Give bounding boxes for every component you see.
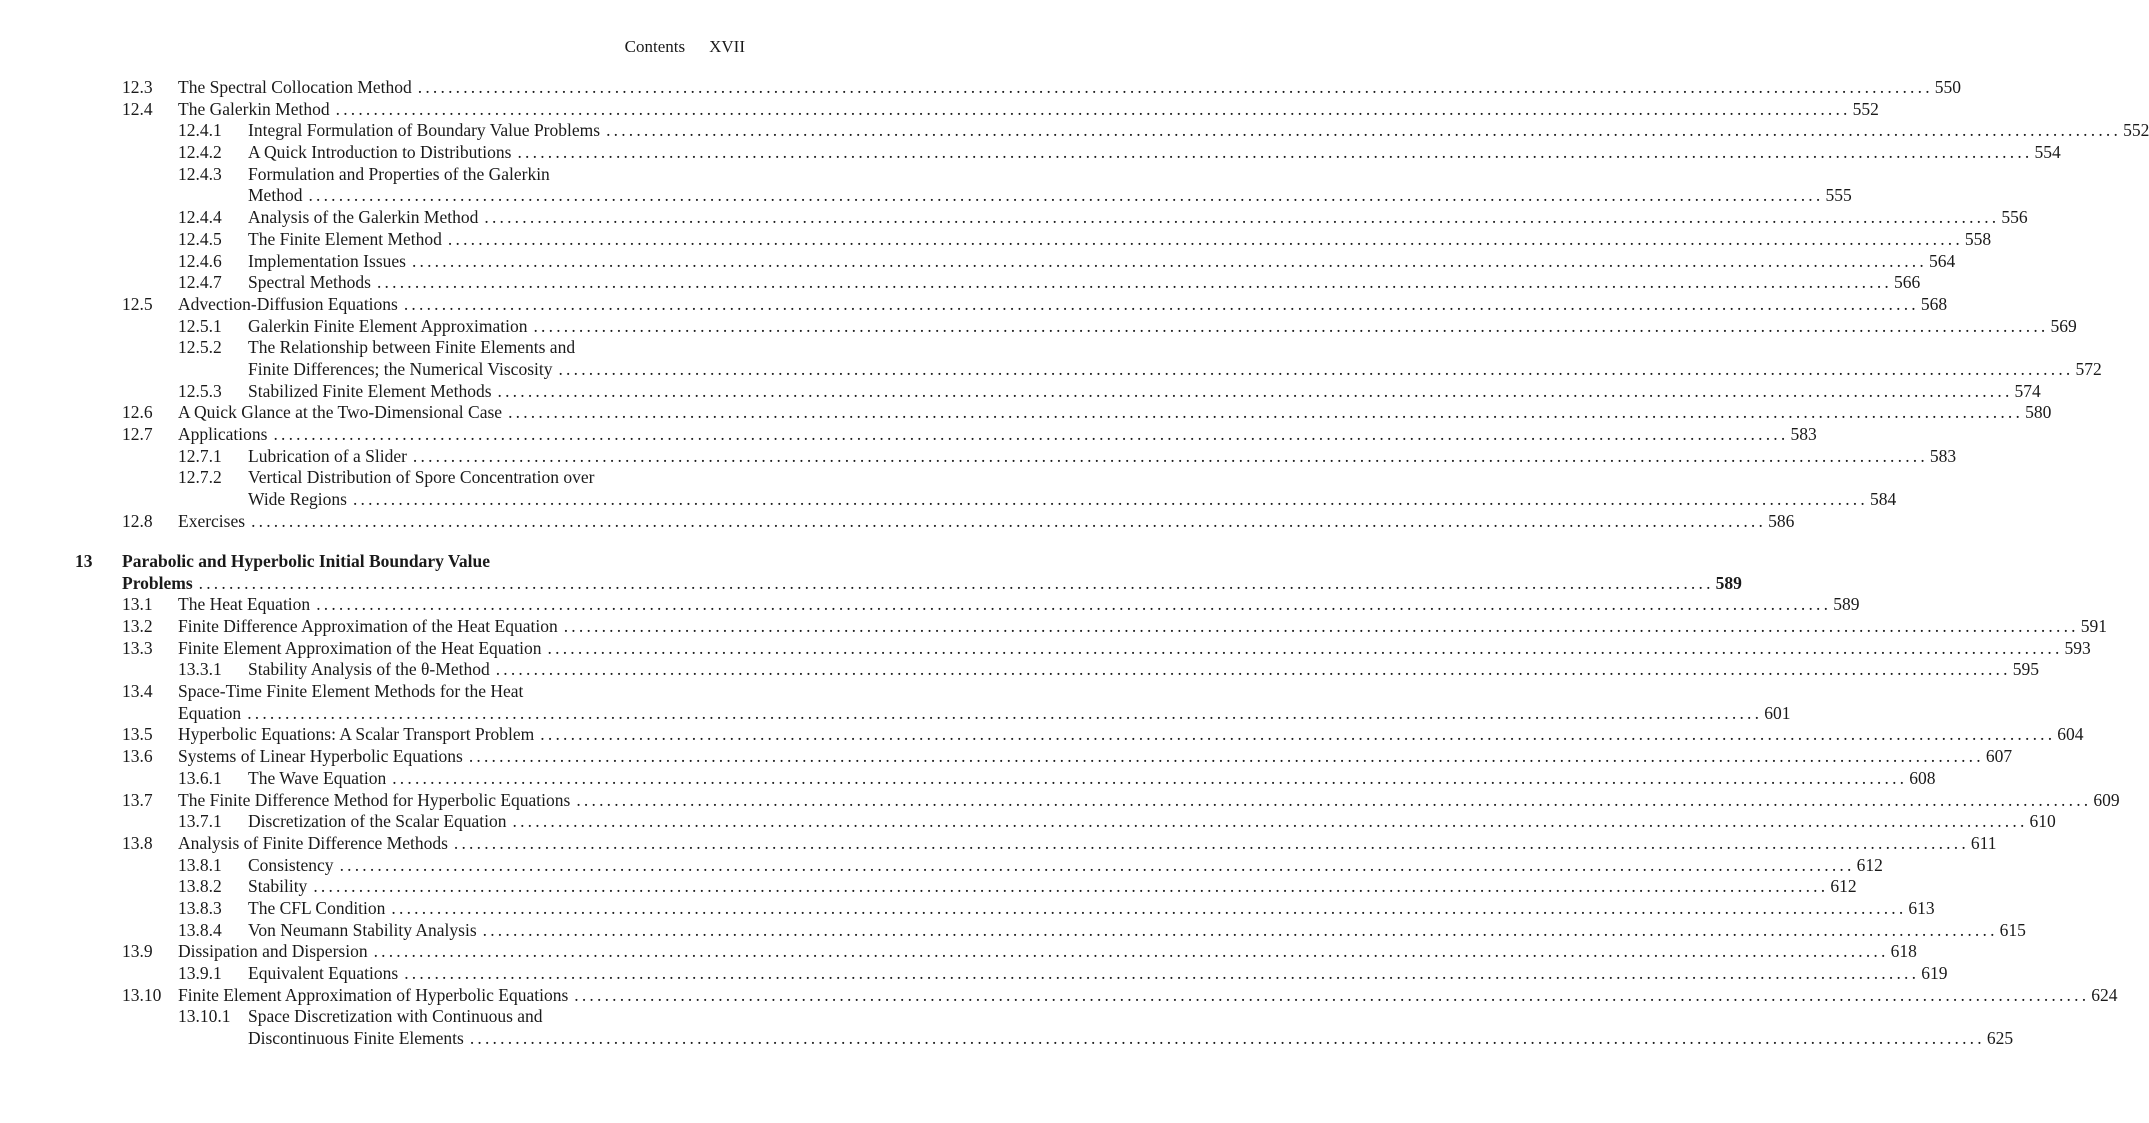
toc-entry-line [0,681,816,703]
toc-entry[interactable] [0,250,1956,273]
toc-entry[interactable] [0,142,2061,164]
toc-entry-page[interactable]: 595 [2012,659,2039,680]
toc-entry[interactable] [0,402,2052,424]
dot-leader: ........................................................................................................................................................................................................ [251,510,1767,531]
toc-entry-title[interactable]: Formulation and Properties of the Galerkin [248,163,550,184]
toc-entry-title[interactable]: Integral Formulation of Boundary Value Problems [248,120,601,141]
toc-entry[interactable] [0,228,1992,251]
toc-entry[interactable] [0,789,2120,812]
toc-entry[interactable] [0,424,1817,446]
dot-leader: ........................................................................................................................................................................................................ [533,315,2049,336]
toc-entry[interactable] [0,832,1997,855]
toc-entry-line [0,594,1860,616]
dot-leader: ........................................................................................................................................................................................................ [273,424,1789,444]
toc-entry-page[interactable]: 612 [1830,876,1857,897]
toc-entry-line [0,572,1742,595]
toc-entry[interactable] [0,616,2107,638]
toc-entry-page[interactable]: 609 [2093,789,2120,810]
toc-entry-title[interactable]: Implementation Issues [248,250,406,271]
toc-entry[interactable] [0,445,1957,468]
toc-entry-page[interactable]: 555 [1825,185,1852,206]
toc-entry-number: 13.5 [122,724,153,745]
toc-entry-number: 12.4.2 [178,142,222,163]
dot-leader: ........................................................................................................................................................................................................ [316,594,1832,615]
toc-entry-number: 12.4.1 [178,120,222,141]
dot-leader: ........................................................................................................................................................................................................ [453,832,1969,853]
toc-entry-number: 12.4.5 [178,228,222,249]
toc-entry[interactable] [0,897,1935,920]
toc-entry-title[interactable]: Wide Regions [248,489,347,510]
toc-entry-line [0,724,2084,746]
toc-entry-number: 13.6.1 [178,767,222,788]
toc-entry-page[interactable]: 613 [1908,897,1935,918]
toc-entry-line [0,185,1852,207]
toc-entry-number: 13.8.2 [178,876,222,897]
toc-entry-line [0,637,2091,660]
toc-entry-number: 13.3.1 [178,659,222,680]
toc-entry-number: 12.5.1 [178,315,222,336]
toc-entry-number: 12.4.3 [178,163,222,184]
toc-entry-number: 13.2 [122,616,153,636]
toc-entry-line [0,832,1997,855]
toc-entry-title[interactable]: Discontinuous Finite Elements [248,1028,464,1049]
toc-entry-page[interactable]: 591 [2080,616,2107,636]
toc-entry-number: 13.10 [122,984,162,1005]
toc-entry-title[interactable]: Stabilized Finite Element Methods [248,380,492,401]
dot-leader: ........................................................................................................................................................................................................ [403,293,1919,314]
toc-entry-number: 12.4.4 [178,207,222,228]
table-of-contents [0,77,2149,1050]
toc-entry-number: 12.5 [122,293,153,314]
toc-entry-number: 12.5.2 [178,337,222,358]
toc-entry-page[interactable]: 569 [2050,315,2077,336]
dot-leader: ........................................................................................................................................................................................................ [313,876,1829,897]
toc-entry[interactable] [0,272,1921,294]
toc-entry-line [0,510,1795,533]
toc-entry-line [0,854,1883,877]
toc-entry-number: 12.6 [122,402,153,423]
dot-leader: ........................................................................................................................................................................................................ [469,1028,1985,1049]
toc-entry-line [0,919,2026,942]
toc-entry[interactable] [0,1006,2014,1049]
toc-entry-page[interactable]: 607 [1985,746,2013,767]
toc-entry-title[interactable]: Finite Difference Approximation of the Heat Equation [178,616,558,636]
dot-leader: ........................................................................................................................................................................................................ [412,445,1928,466]
dot-leader: ........................................................................................................................................................................................................ [497,380,2013,401]
toc-entry-line [0,489,1897,511]
dot-leader: ........................................................................................................................................................................................................ [392,767,1908,788]
toc-entry[interactable] [0,163,1852,207]
toc-entry-title[interactable]: Exercises [178,510,246,531]
toc-entry-line [0,616,2107,638]
toc-entry[interactable] [0,120,2149,142]
toc-entry-line [0,337,816,359]
toc-entry-page[interactable]: 612 [1856,854,1883,875]
toc-entry-number: 12.5.3 [178,380,222,401]
toc-entry-page[interactable]: 604 [2057,724,2084,745]
toc-entry-title[interactable]: The Spectral Collocation Method [178,77,412,97]
toc-entry-page[interactable]: 552 [2123,120,2149,141]
toc-entry-page[interactable]: 611 [1970,832,1997,853]
toc-entry-number: 13.7 [122,789,153,810]
toc-entry-page[interactable]: 580 [2025,402,2052,423]
dot-leader: ........................................................................................................................................................................................................ [484,207,2000,228]
toc-entry-title[interactable]: Systems of Linear Hyperbolic Equations [178,746,463,767]
toc-entry-title[interactable]: Finite Differences; the Numerical Viscosity [248,358,553,379]
toc-entry-title[interactable]: Vertical Distribution of Spore Concentration over [248,467,595,488]
toc-entry-line [0,77,1962,99]
toc-entry-page[interactable]: 615 [1999,919,2026,940]
toc-entry-number: 13.8.1 [178,854,222,875]
toc-entry[interactable] [0,811,2056,833]
toc-entry-page[interactable]: 589 [1833,594,1860,615]
toc-entry[interactable] [0,876,1857,898]
toc-entry[interactable] [0,854,1883,877]
dot-leader: ........................................................................................................................................................................................................ [606,120,2122,141]
toc-entry-number: 13.3 [122,637,153,658]
toc-entry-title[interactable]: Method [248,185,303,206]
toc-entry-number: 13.7.1 [178,811,222,832]
toc-entry-title[interactable]: The Wave Equation [248,767,387,788]
toc-entry-line [0,380,2041,403]
toc-entry-number: 12.4 [122,98,153,119]
toc-entry-title[interactable]: Lubrication of a Slider [248,445,407,466]
toc-entry-title[interactable]: Applications [178,424,268,444]
toc-entry-page[interactable]: 608 [1909,767,1936,788]
page-number: XVII [709,37,745,56]
toc-entry-title[interactable]: Hyperbolic Equations: A Scalar Transport Problem [178,724,535,745]
toc-entry-number: 13.9 [122,941,153,962]
toc-entry-line [0,467,816,489]
toc-entry-line [0,551,816,573]
dot-leader: ........................................................................................................................................................................................................ [447,228,1963,249]
dot-leader: ........................................................................................................................................................................................................ [373,941,1889,962]
toc-entry-title[interactable]: The Relationship between Finite Elements and [248,337,576,358]
dot-leader: ........................................................................................................................................................................................................ [352,489,1868,510]
toc-entry-line [0,897,1935,920]
dot-leader: ........................................................................................................................................................................................................ [547,637,2063,658]
toc-entry-page[interactable]: 556 [2001,207,2028,228]
toc-entry[interactable] [0,681,1791,724]
toc-entry-line [0,164,816,186]
toc-entry[interactable] [0,984,2118,1007]
toc-entry-line [0,963,1948,985]
toc-entry-line [0,1006,816,1028]
toc-entry-line [0,984,2118,1007]
toc-entry-number: 12.7 [122,424,153,444]
toc-entry-page[interactable]: 558 [1964,228,1992,249]
toc-entry-line [0,424,1817,446]
toc-entry[interactable] [0,919,2026,942]
toc-entry-title[interactable]: Analysis of the Galerkin Method [248,207,479,228]
dot-leader: ........................................................................................................................................................................................................ [563,616,2079,636]
toc-entry-line [0,315,2077,338]
toc-entry-line [0,941,1917,963]
toc-entry-title[interactable]: Space-Time Finite Element Methods for the Heat [178,681,524,702]
toc-chapter-entry[interactable] [0,550,1742,594]
toc-entry[interactable] [0,380,2041,403]
toc-entry-number: 13.8 [122,832,153,853]
toc-entry-title[interactable]: Consistency [248,854,334,875]
toc-entry-title[interactable]: The CFL Condition [248,897,386,918]
toc-entry-line [0,293,1948,316]
toc-entry-page[interactable]: 610 [2029,811,2056,832]
toc-entry-page[interactable]: 574 [2014,380,2041,401]
toc-entry-line [0,702,1791,725]
dot-leader: ........................................................................................................................................................................................................ [308,185,1824,206]
running-header-title: Contents [624,37,686,56]
dot-leader: ........................................................................................................................................................................................................ [417,77,1933,97]
dot-leader: ........................................................................................................................................................................................................ [574,984,2090,1005]
toc-entry-page[interactable]: 568 [1920,293,1948,314]
dot-leader: ........................................................................................................................................................................................................ [540,724,2056,745]
toc-entry[interactable] [0,98,1879,121]
dot-leader: ........................................................................................................................................................................................................ [482,919,1998,940]
toc-entry[interactable] [0,746,2013,768]
toc-entry-title[interactable]: Stability Analysis of the θ-Method [248,659,490,680]
toc-entry-page[interactable]: 625 [1986,1028,2014,1049]
toc-entry-line [0,272,1921,294]
dot-leader: ........................................................................................................................................................................................................ [576,789,2092,810]
toc-entry-number: 12.3 [122,77,153,97]
toc-entry-page[interactable]: 552 [1852,98,1879,119]
toc-entry-title[interactable]: Analysis of Finite Difference Methods [178,832,448,853]
toc-entry-page[interactable]: 618 [1890,941,1917,962]
toc-entry-title[interactable]: Equivalent Equations [248,963,399,983]
toc-entry-line [0,228,1992,251]
toc-entry[interactable] [0,941,1917,963]
dot-leader: ........................................................................................................................................................................................................ [411,250,1927,271]
toc-entry-line [0,250,1956,273]
toc-entry[interactable] [0,659,2039,681]
toc-entry[interactable] [0,467,1897,510]
toc-entry-line [0,811,2056,833]
dot-leader: ........................................................................................................................................................................................................ [558,358,2074,379]
toc-entry-number: 13.9.1 [178,963,222,983]
toc-entry-number: 12.4.6 [178,250,222,271]
toc-entry-title[interactable]: Problems [122,572,193,593]
dot-leader: ........................................................................................................................................................................................................ [376,272,1892,293]
toc-entry-title[interactable]: Advection-Diffusion Equations [178,293,398,314]
toc-entry-title[interactable]: Equation [178,702,242,723]
toc-entry[interactable] [0,293,1948,316]
toc-entry-title[interactable]: The Finite Difference Method for Hyperbolic Equations [178,789,571,810]
toc-entry-line [0,207,2028,229]
toc-entry-number: 13.8.4 [178,919,222,940]
dot-leader: ........................................................................................................................................................................................................ [391,897,1907,918]
toc-entry[interactable] [0,337,2102,380]
toc-entry-title[interactable]: Space Discretization with Continuous and [248,1006,543,1027]
toc-entry-line [0,789,2120,812]
dot-leader: ........................................................................................................................................................................................................ [512,811,2028,832]
toc-entry-number: 13 [75,550,93,571]
toc-entry-page[interactable]: 619 [1921,963,1948,983]
toc-entry[interactable] [0,767,1936,790]
toc-entry[interactable] [0,724,2084,746]
dot-leader: ........................................................................................................................................................................................................ [339,854,1855,875]
toc-entry-line [0,659,2039,681]
toc-entry-title[interactable]: Von Neumann Stability Analysis [248,919,477,940]
toc-entry-title[interactable]: Finite Element Approximation of the Heat Equation [178,637,542,658]
toc-entry-page[interactable]: 586 [1768,510,1795,531]
toc-entry-title[interactable]: The Finite Element Method [248,228,442,249]
toc-entry-title[interactable]: Stability [248,876,308,897]
dot-leader: ........................................................................................................................................................................................................ [495,659,2011,680]
toc-entry[interactable] [0,637,2091,660]
toc-entry[interactable] [0,594,1860,616]
toc-entry-number: 12.4.7 [178,272,222,293]
toc-entry-page[interactable]: 550 [1934,77,1962,97]
toc-entry-title[interactable]: Finite Element Approximation of Hyperbolic Equations [178,984,569,1005]
toc-entry-title[interactable]: The Galerkin Method [178,98,330,119]
dot-leader: ........................................................................................................................................................................................................ [198,572,1714,593]
dot-leader: ........................................................................................................................................................................................................ [335,98,1851,119]
toc-entry-number: 13.10.1 [178,1006,231,1027]
dot-leader: ........................................................................................................................................................................................................ [468,746,1984,767]
toc-entry-title[interactable]: Parabolic and Hyperbolic Initial Boundary Value [122,550,491,571]
toc-entry-page[interactable]: 583 [1790,424,1817,444]
running-header [625,37,745,57]
toc-entry-line [0,767,1936,790]
toc-entry-page[interactable]: 624 [2091,984,2118,1005]
dot-leader: ........................................................................................................................................................................................................ [508,402,2024,423]
toc-entry[interactable] [0,510,1795,533]
toc-entry-line [0,445,1957,468]
toc-entry-number: 12.7.1 [178,445,222,466]
toc-entry-number: 13.6 [122,746,153,767]
toc-entry-page[interactable]: 566 [1893,272,1921,293]
toc-entry-page[interactable]: 584 [1869,489,1897,510]
toc-entry-title[interactable]: A Quick Glance at the Two-Dimensional Case [178,402,503,423]
toc-entry-title[interactable]: Galerkin Finite Element Approximation [248,315,528,336]
toc-entry[interactable] [0,315,2077,338]
toc-entry-title[interactable]: A Quick Introduction to Distributions [248,142,512,163]
toc-entry-number: 12.8 [122,510,153,531]
toc-entry-line [0,746,2013,768]
toc-entry-number: 13.1 [122,594,153,615]
toc-entry-page[interactable]: 589 [1715,572,1742,593]
toc-entry-page[interactable]: 572 [2075,358,2102,379]
toc-entry-line [0,120,2149,142]
toc-entry-line [0,1028,2014,1050]
toc-entry-line [0,98,1879,121]
dot-leader: ........................................................................................................................................................................................................ [404,963,1920,983]
toc-entry[interactable] [0,77,1962,99]
toc-entry-page[interactable]: 601 [1764,702,1791,723]
toc-entry-line [0,358,2102,381]
toc-entry-line [0,876,1857,898]
toc-entry-line [0,142,2061,164]
toc-entry-page[interactable]: 564 [1928,250,1956,271]
toc-entry-title[interactable]: Dissipation and Dispersion [178,941,368,962]
toc-entry-title[interactable]: Discretization of the Scalar Equation [248,811,507,832]
toc-entry-page[interactable]: 583 [1929,445,1957,466]
toc-entry-number: 12.7.2 [178,467,222,488]
toc-entry-number: 13.4 [122,681,153,702]
toc-entry-page[interactable]: 593 [2064,637,2091,658]
toc-entry[interactable] [0,207,2028,229]
toc-entry-page[interactable]: 554 [2034,142,2061,163]
dot-leader: ........................................................................................................................................................................................................ [247,702,1763,723]
toc-entry-title[interactable]: The Heat Equation [178,594,311,615]
toc-entry-line [0,402,2052,424]
toc-entry-number: 13.8.3 [178,897,222,918]
dot-leader: ........................................................................................................................................................................................................ [517,142,2033,163]
toc-entry-title[interactable]: Spectral Methods [248,272,371,293]
toc-entry[interactable] [0,963,1948,985]
